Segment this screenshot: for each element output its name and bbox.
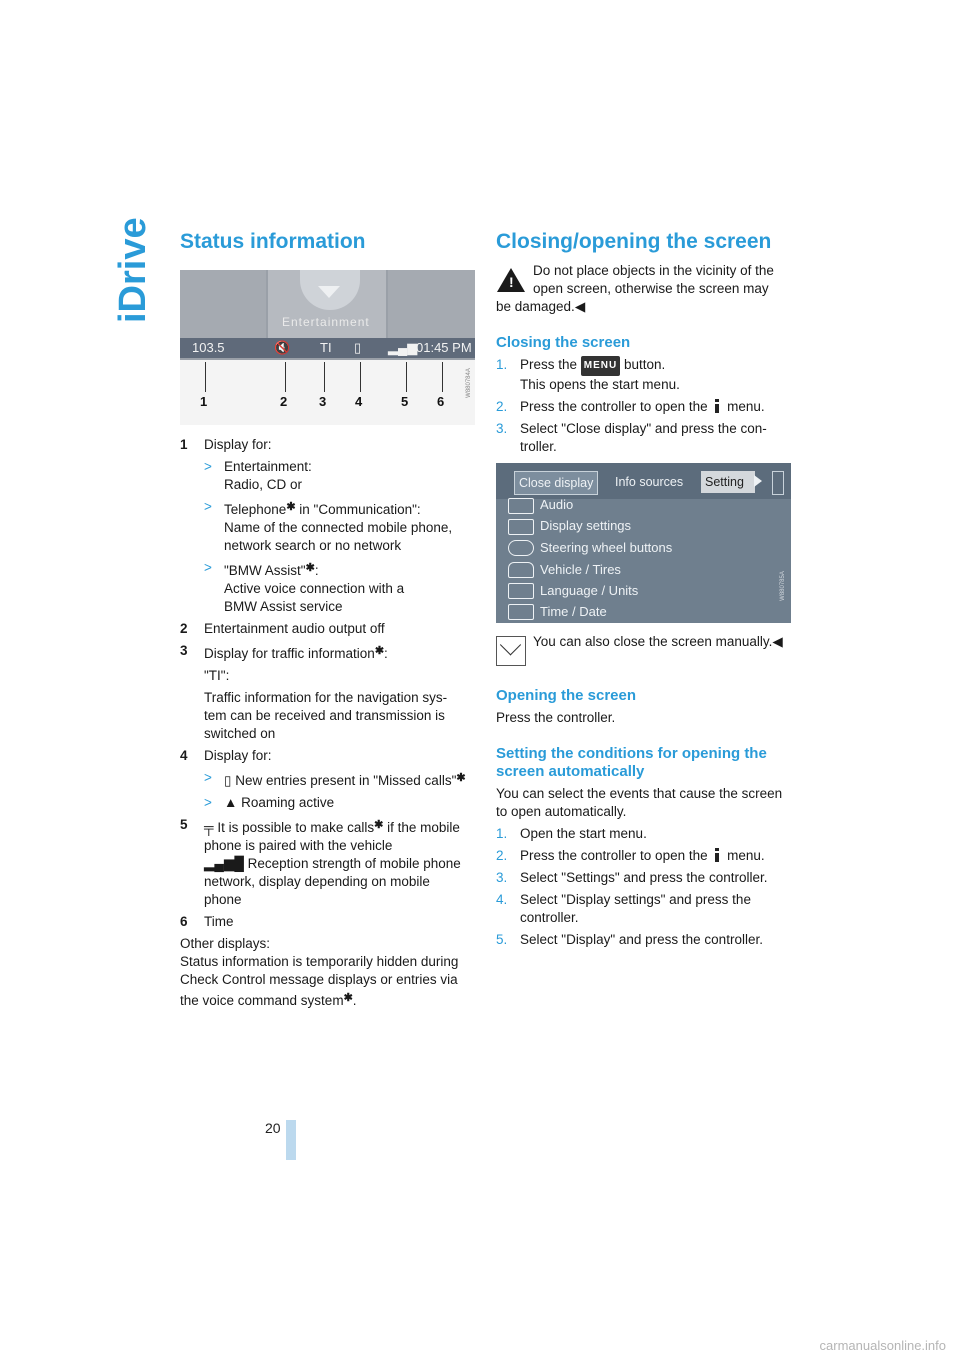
status-bar-figure	[180, 270, 475, 425]
note-text: You can also close the screen manually.◀	[533, 634, 783, 649]
status-time: 01:45 PM	[416, 340, 472, 355]
missed-calls-icon: ▯	[354, 340, 362, 355]
callout-1: 1	[200, 394, 208, 409]
callout-5: 5	[401, 394, 409, 409]
menu-figure-code: W880785A	[779, 571, 786, 601]
page-bar	[286, 1120, 296, 1160]
display-settings-icon	[508, 519, 534, 535]
tab-arrow-icon	[754, 475, 762, 487]
figure-code: W880784A	[465, 368, 472, 398]
scroll-indicator	[772, 471, 784, 495]
callout-6: 6	[437, 394, 445, 409]
info-icon	[713, 399, 721, 413]
status-items-list: 1 Display for: > Entertainment: Radio, CD or > Telephone✱ in "Communication": Name of the connected mobile phone, network search or no network > "BMW Assist"✱: Active voice connection with a BMW Assist service 2 Entertainment audio output off 3 Display for traffic information✱: "TI": Traffic information for the navigation sys- tem can be received and transmission is switched on 4 Display for: > ▯ New entries present in "Missed calls"✱ > ▲ Roaming active 5 ╤ It is possible to make calls✱ if the mobile phone is paired with the vehicle ▂▄▆█ Reception strength of mobile phone network, display depending on mobile phone 6 Time Other displays: Status information is temporarily hidden during Check Control message displays or entries via the voice command system✱.	[180, 437, 466, 1008]
menu-figure	[496, 463, 791, 623]
roaming-icon: ▲	[224, 795, 238, 810]
signal-bars-icon: ▂▄▆█	[204, 856, 244, 871]
footer-watermark: carmanualsonline.info	[819, 1338, 946, 1353]
signal-strength-icon: ▂▄▆	[388, 340, 418, 355]
speaker-off-icon: 🔇	[274, 340, 291, 355]
opening-text: Press the controller.	[496, 710, 616, 725]
audio-icon	[508, 498, 534, 514]
section-tab: iDrive	[112, 217, 154, 323]
menu-item-steering-wheel: Steering wheel buttons	[540, 540, 673, 555]
status-information-heading: Status information	[180, 230, 366, 253]
steering-wheel-icon	[508, 540, 534, 556]
tab-settings: Setting	[701, 471, 755, 493]
conditions-steps: 1. Open the start menu. 2. Press the controller to open the menu. 3. Select "Settings" and press the controller. 4. Select "Display settings" and press the controller. 5. Select "Display" and press the controller.	[496, 826, 768, 947]
warning-icon: !	[497, 268, 525, 292]
callout-2: 2	[280, 394, 288, 409]
status-frequency: 103.5	[192, 340, 225, 355]
closing-screen-heading: Closing the screen	[496, 334, 631, 351]
conditions-heading: Setting the conditions for opening the screen automatically	[496, 745, 767, 780]
vehicle-icon	[508, 562, 534, 578]
info-icon	[713, 848, 721, 862]
closing-opening-heading: Closing/opening the screen	[496, 230, 772, 253]
page-number: 20	[265, 1120, 281, 1136]
warning-text: Do not place objects in the vicinity of the open screen, otherwise the screen may be damaged.◀	[496, 263, 774, 314]
menu-item-audio: Audio	[540, 497, 574, 512]
menu-item-vehicle-tires: Vehicle / Tires	[540, 562, 621, 577]
antenna-icon: ╤	[204, 820, 214, 835]
closing-steps: 1. Press the MENU button. This opens the start menu. 2. Press the controller to open the menu. 3. Select "Close display" and press the con- troller.	[496, 357, 767, 454]
tab-close-display: Close display	[514, 471, 598, 495]
menu-item-time-date: Time / Date	[540, 604, 607, 619]
status-bar	[180, 338, 475, 358]
phone-icon: ▯	[224, 773, 232, 788]
opening-screen-heading: Opening the screen	[496, 687, 637, 704]
conditions-intro: You can select the events that cause the screen to open automatically.	[496, 786, 783, 819]
menu-item-language-units: Language / Units	[540, 583, 639, 598]
menu-key-icon: MENU	[581, 356, 620, 376]
status-ti: TI	[320, 340, 332, 355]
screen-tab-label: Entertainment	[282, 315, 370, 329]
callout-3: 3	[319, 394, 327, 409]
tab-info-sources: Info sources	[615, 475, 684, 489]
callout-4: 4	[355, 394, 363, 409]
time-date-icon	[508, 604, 534, 620]
menu-item-display-settings: Display settings	[540, 518, 632, 533]
language-flag-icon	[508, 583, 534, 599]
